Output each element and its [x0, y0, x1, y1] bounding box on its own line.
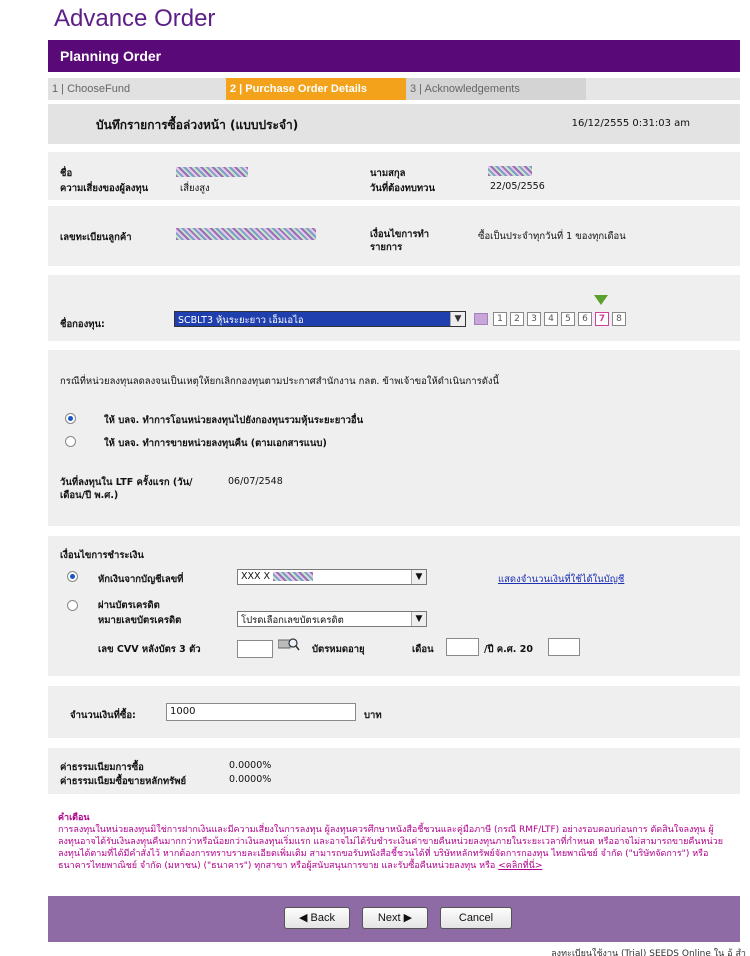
expiry-month-input[interactable] — [446, 638, 479, 656]
warning-box — [58, 812, 734, 872]
fund-select[interactable] — [174, 311, 466, 327]
buy-fee-label: ค่าธรรมเนียมการซื้อ — [60, 762, 144, 773]
button-bar — [48, 896, 740, 942]
payment-debit-label: หักเงินจากบัญชีเลขที่ — [98, 574, 184, 585]
ltf-option-sell-label: ให้ บลจ. ทำการขายหน่วยลงทุนคืน (ตามเอกสารแนบ) — [104, 438, 327, 449]
ltf-notice: กรณีที่หน่วยลงทุนลดลงจนเป็นเหตุให้ยกเลิกกองทุนตามประกาศสำนักงาน กลต. ข้าพเจ้าขอให้ดำเนินการดังนี้ — [60, 376, 499, 387]
month-label: เดือน — [412, 644, 434, 655]
chevron-down-icon: ▼ — [450, 312, 465, 326]
page-8[interactable]: 8 — [612, 312, 626, 326]
back-arrow-icon: ◀ — [299, 912, 308, 924]
next-arrow-icon: ▶ — [403, 912, 413, 924]
expiry-label: บัตรหมดอายุ — [312, 644, 365, 655]
ltf-option-transfer-label: ให้ บลจ. ทำการโอนหน่วยลงทุนไปยังกองทุนรวมหุ้นระยะยาวอื่น — [104, 415, 364, 426]
ltf-first-date-value: 06/07/2548 — [228, 476, 283, 487]
card-number-select[interactable] — [237, 611, 427, 627]
next-button[interactable] — [362, 907, 428, 929]
fund-label: ชื่อกองทุน: — [60, 319, 105, 330]
step-tabs — [48, 78, 740, 100]
condition-value: ซื้อเป็นประจำทุกวันที่ 1 ของทุกเดือน — [478, 231, 626, 242]
page-title: Advance Order — [54, 5, 216, 32]
ltf-option-sell-radio[interactable] — [65, 436, 76, 447]
amount-value: 1000 — [170, 706, 196, 717]
expiry-year-input[interactable] — [548, 638, 580, 656]
ltf-option-transfer-radio[interactable] — [65, 413, 76, 424]
bottom-text: ลงทะเบียนใช้งาน (Trial) SEEDS Online ใน อ้ สำ — [551, 949, 746, 956]
back-button[interactable] — [284, 907, 350, 929]
section-header — [48, 104, 740, 144]
payment-debit-radio[interactable] — [67, 571, 78, 582]
name-masked — [176, 167, 248, 177]
fund-pagination — [493, 312, 653, 326]
warning-title: คำเตือน — [58, 813, 90, 823]
fund-info-icon[interactable] — [474, 313, 488, 325]
step-purchase-order-details[interactable]: 2 | Purchase Order Details — [226, 78, 406, 100]
year-label: /ปี ค.ศ. 20 — [484, 644, 533, 655]
payment-card-radio[interactable] — [67, 600, 78, 611]
amount-input[interactable] — [166, 703, 356, 721]
surname-masked — [488, 166, 532, 176]
cvv-input[interactable] — [237, 640, 273, 658]
planning-order-label: Planning Order — [60, 48, 162, 64]
chevron-down-icon: ▼ — [411, 570, 426, 584]
card-number-placeholder: โปรดเลือกเลขบัตรเครดิต — [241, 615, 344, 626]
planning-order-bar — [48, 40, 740, 72]
page-marker-icon — [594, 295, 608, 305]
broker-fee-label: ค่าธรรมเนียมซื้อขายหลักทรัพย์ — [60, 776, 187, 787]
risk-label: ความเสี่ยงของผู้ลงทุน — [60, 183, 149, 194]
fees-panel — [48, 748, 740, 794]
page-4[interactable]: 4 — [544, 312, 558, 326]
debit-account-select[interactable] — [237, 569, 427, 585]
payment-panel — [48, 536, 740, 676]
chevron-down-icon: ▼ — [411, 612, 426, 626]
card-number-label: หมายเลขบัตรเครดิต — [98, 615, 182, 626]
account-label: เลขทะเบียนลูกค้า — [60, 232, 132, 243]
debit-account-value: XXX X — [241, 571, 271, 582]
cancel-button[interactable] — [440, 907, 512, 929]
payment-title: เงื่อนไขการชำระเงิน — [60, 550, 144, 561]
fund-panel — [48, 275, 740, 341]
cancel-button-label: Cancel — [458, 912, 494, 924]
risk-value: เสี่ยงสูง — [180, 183, 210, 194]
card-title: ผ่านบัตรเครดิต — [98, 600, 160, 611]
account-panel — [48, 206, 740, 266]
warning-click-here-link[interactable]: <คลิกที่นี่> — [498, 861, 543, 871]
amount-label: จำนวนเงินที่ซื้อ: — [70, 710, 136, 721]
page-7-active[interactable]: 7 — [595, 312, 609, 326]
broker-fee-value: 0.0000% — [229, 774, 272, 785]
page-5[interactable]: 5 — [561, 312, 575, 326]
review-label: วันที่ต้องทบทวน — [370, 183, 435, 194]
show-balance-link[interactable]: แสดงจำนวนเงินที่ใช้ได้ในบัญชี — [498, 574, 625, 585]
datetime: 16/12/2555 0:31:03 am — [571, 118, 690, 129]
step-acknowledgements[interactable]: 3 | Acknowledgements — [406, 78, 586, 100]
page-6[interactable]: 6 — [578, 312, 592, 326]
section-title: บันทึกรายการซื้อล่วงหน้า (แบบประจำ) — [96, 118, 299, 132]
account-masked — [176, 228, 316, 240]
fund-select-value: SCBLT3 หุ้นระยะยาว เอ็มเอไอ — [178, 315, 304, 326]
review-value: 22/05/2556 — [490, 181, 545, 192]
next-button-label: Next — [377, 912, 401, 924]
warning-text: การลงทุนในหน่วยลงทุนมิใช่การฝากเงินและมีความเสี่ยงในการลงทุน ผู้ลงทุนควรศึกษาหนังสือชี้ชวนและคู่มือภาษี (กรณี RMF/LTF) อย่างรอบคอบก่อนการ ตัดสินใจลงทุน ผู้ลงทุนอาจได้รับเงินลงทุนคืนมากกว่าหรือน้อยกว่าเงินลงทุนเริ่มแรก และอาจไม่ได้รับชำระเงินค่าขายคืนหน่วยลงทุนภายในระยะเวลาที่กำหนด หรืออาจไม่สามารถขายคืนหน่วยลงทุนได้ตามที่ได้มีคำสั่งไว้ หากต้องการทราบรายละเอียดเพิ่มเติม สามารถขอรับหนังสือชี้ชวนได้ที่ บริษัทหลักทรัพย์จัดการกองทุน ไทยพาณิชย์ จำกัด ("บริษัทจัดการ") หรือธนาคารไทยพาณิชย์ จำกัด (มหาชน) ("ธนาคาร") ทุกสาขา หรือผู้สนับสนุนการขาย และรับซื้อคืนหน่วยลงทุน หรือ — [58, 825, 723, 871]
buy-fee-value: 0.0000% — [229, 760, 272, 771]
surname-label: นามสกุล — [370, 168, 406, 179]
step-choose-fund[interactable]: 1 | ChooseFund — [48, 78, 226, 100]
customer-info-panel — [48, 152, 740, 200]
page-3[interactable]: 3 — [527, 312, 541, 326]
ltf-panel — [48, 350, 740, 526]
cvv-label: เลข CVV หลังบัตร 3 ตัว — [98, 644, 201, 655]
ltf-first-date-label: วันที่ลงทุนใน LTF ครั้งแรก (วัน/เดือน/ปี พ.ศ.) — [60, 477, 193, 501]
condition-label: เงื่อนไขการทำรายการ — [370, 229, 430, 253]
page-1[interactable]: 1 — [493, 312, 507, 326]
amount-panel — [48, 686, 740, 738]
page-2[interactable]: 2 — [510, 312, 524, 326]
name-label: ชื่อ — [60, 168, 73, 179]
back-button-label: Back — [310, 912, 335, 924]
debit-account-masked — [273, 572, 313, 581]
amount-unit: บาท — [364, 710, 382, 721]
card-magnifier-icon — [278, 637, 300, 651]
